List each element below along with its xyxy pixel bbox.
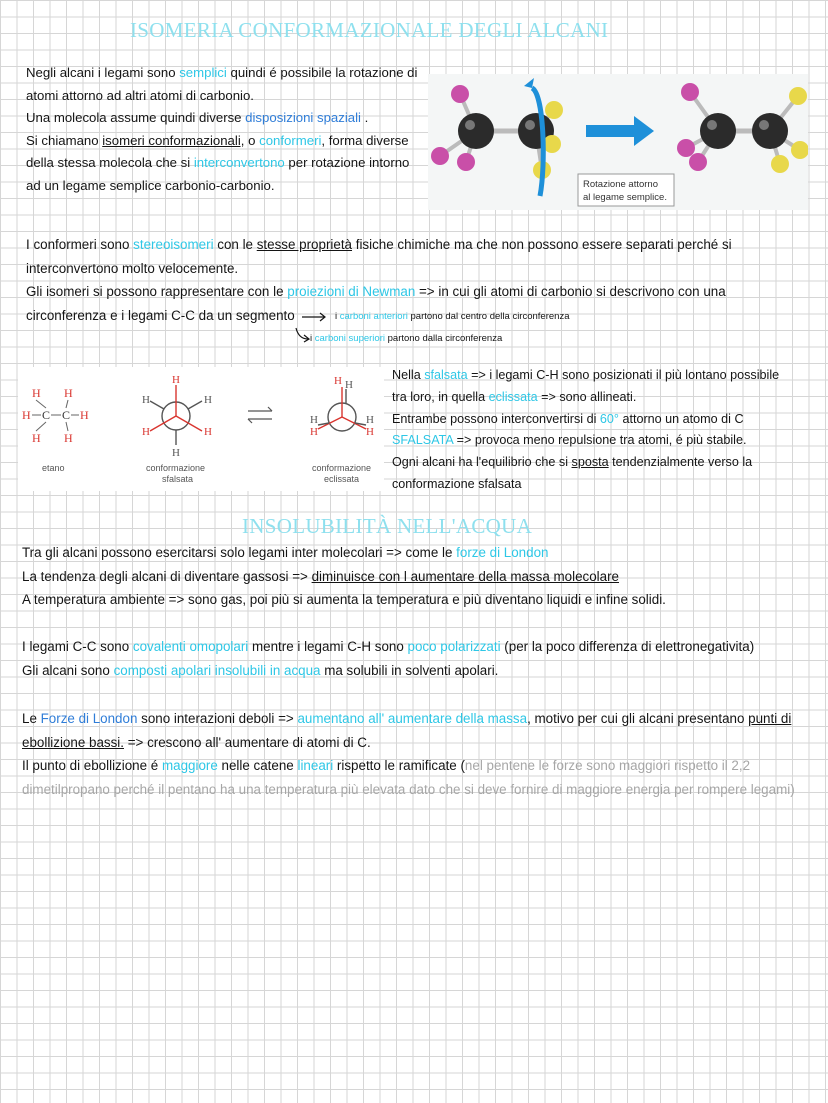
svg-text:H: H (204, 394, 212, 406)
svg-text:H: H (172, 374, 180, 386)
rotation-caption-line1: Rotazione attorno (583, 179, 658, 190)
ethane-label: etano (42, 463, 65, 473)
svg-text:H: H (366, 426, 374, 438)
svg-text:H: H (204, 426, 212, 438)
svg-text:H: H (310, 414, 318, 426)
svg-text:H: H (334, 375, 342, 387)
svg-text:H: H (80, 408, 89, 422)
svg-text:H: H (64, 431, 73, 445)
section-title-insolubility: INSOLUBILITÀ NELL'ACQUA (242, 514, 533, 538)
svg-text:H: H (172, 447, 180, 459)
svg-text:H: H (310, 426, 318, 438)
insolubility-paragraph-3: Le Forze di London sono interazioni deboli => aumentano all' aumentare della massa, motivo per cui gli alcani presentano punti di ebollizione bassi. => crescono all' aumentare di atomi di C. Il punto di ebollizione é maggiore nelle catene lineari rispetto le ramificate (nel pentene le forze sono maggiori rispetto il 2,2 dimetilpropano perché il pentano ha una temperatura più elevata dato che si deve fornire di maggiore energia per rompere legami) (22, 711, 795, 797)
svg-text:H: H (22, 408, 31, 422)
note-front-carbons: i carboni anteriori partono dal centro della circonferenza (335, 311, 570, 322)
newman-figure (18, 367, 384, 491)
svg-text:H: H (32, 431, 41, 445)
conformers-paragraph: I conformeri sono stereoisomeri con le stesse proprietà fisiche chimiche ma che non possono essere separati perché si interconvertono molto velocemente. Gli isomeri si possono rappresentare con le proiezioni di Newman => in cui gli atomi di carbonio si descrivono con una circonferenza e i legami C-C da un segmento (26, 237, 732, 323)
svg-text:C: C (42, 408, 51, 422)
svg-text:H: H (345, 379, 353, 391)
svg-text:H: H (64, 386, 73, 400)
insolubility-paragraph-1: Tra gli alcani possono esercitarsi solo legami inter molecolari => come le forze di London La tendenza degli alcani di diventare gassosi => diminuisce con l aumentare della massa molecolare A temperatura ambiente => sono gas, poi più si aumenta la temperatura e più diventano liquidi e infine solidi. (22, 545, 666, 608)
note-back-carbons: i carboni superiori partono dalla circonferenza (310, 333, 503, 344)
svg-text:H: H (142, 394, 150, 406)
eclipsed-label-1: conformazione (312, 463, 372, 473)
eclipsed-label-2: eclissata (324, 474, 360, 484)
staggered-label-2: sfalsata (162, 474, 194, 484)
rotation-caption-line2: al legame semplice. (583, 192, 667, 203)
newman-explanation: Nella sfalsata => i legami C-H sono posizionati il più lontano possibile tra loro, in quella eclissata => sono allineati. Entrambe possono interconvertirsi di 60° attorno un atomo di C SFALSATA => provoca meno repulsione tra atomi, é più stabile. Ogni alcani ha l'equilibrio che si sposta tendenzialmente verso la conformazione sfalsata (392, 368, 780, 491)
svg-text:H: H (366, 414, 374, 426)
svg-text:H: H (142, 426, 150, 438)
svg-text:H: H (32, 386, 41, 400)
intro-paragraph: Negli alcani i legami sono semplici quindi é possibile la rotazione di atomi attorno ad altri atomi di carbonio. Una molecola assume quindi diverse disposizioni spaziali . Si chiamano isomeri conformazionali, o conformeri, forma diverse della stessa molecola che si interconvertono per rotazione intorno ad un legame semplice carbonio-carbonio. (26, 65, 418, 193)
svg-text:C: C (62, 408, 71, 422)
insolubility-paragraph-2: I legami C-C sono covalenti omopolari mentre i legami C-H sono poco polarizzati (per la poco differenza di elettronegativita) Gli alcani sono composti apolari insolubili in acqua ma solubili in solventi apolari. (22, 639, 755, 678)
staggered-label-1: conformazione (146, 463, 206, 473)
rotation-figure (428, 74, 808, 210)
page-title: ISOMERIA CONFORMAZIONALE DEGLI ALCANI (130, 18, 609, 42)
